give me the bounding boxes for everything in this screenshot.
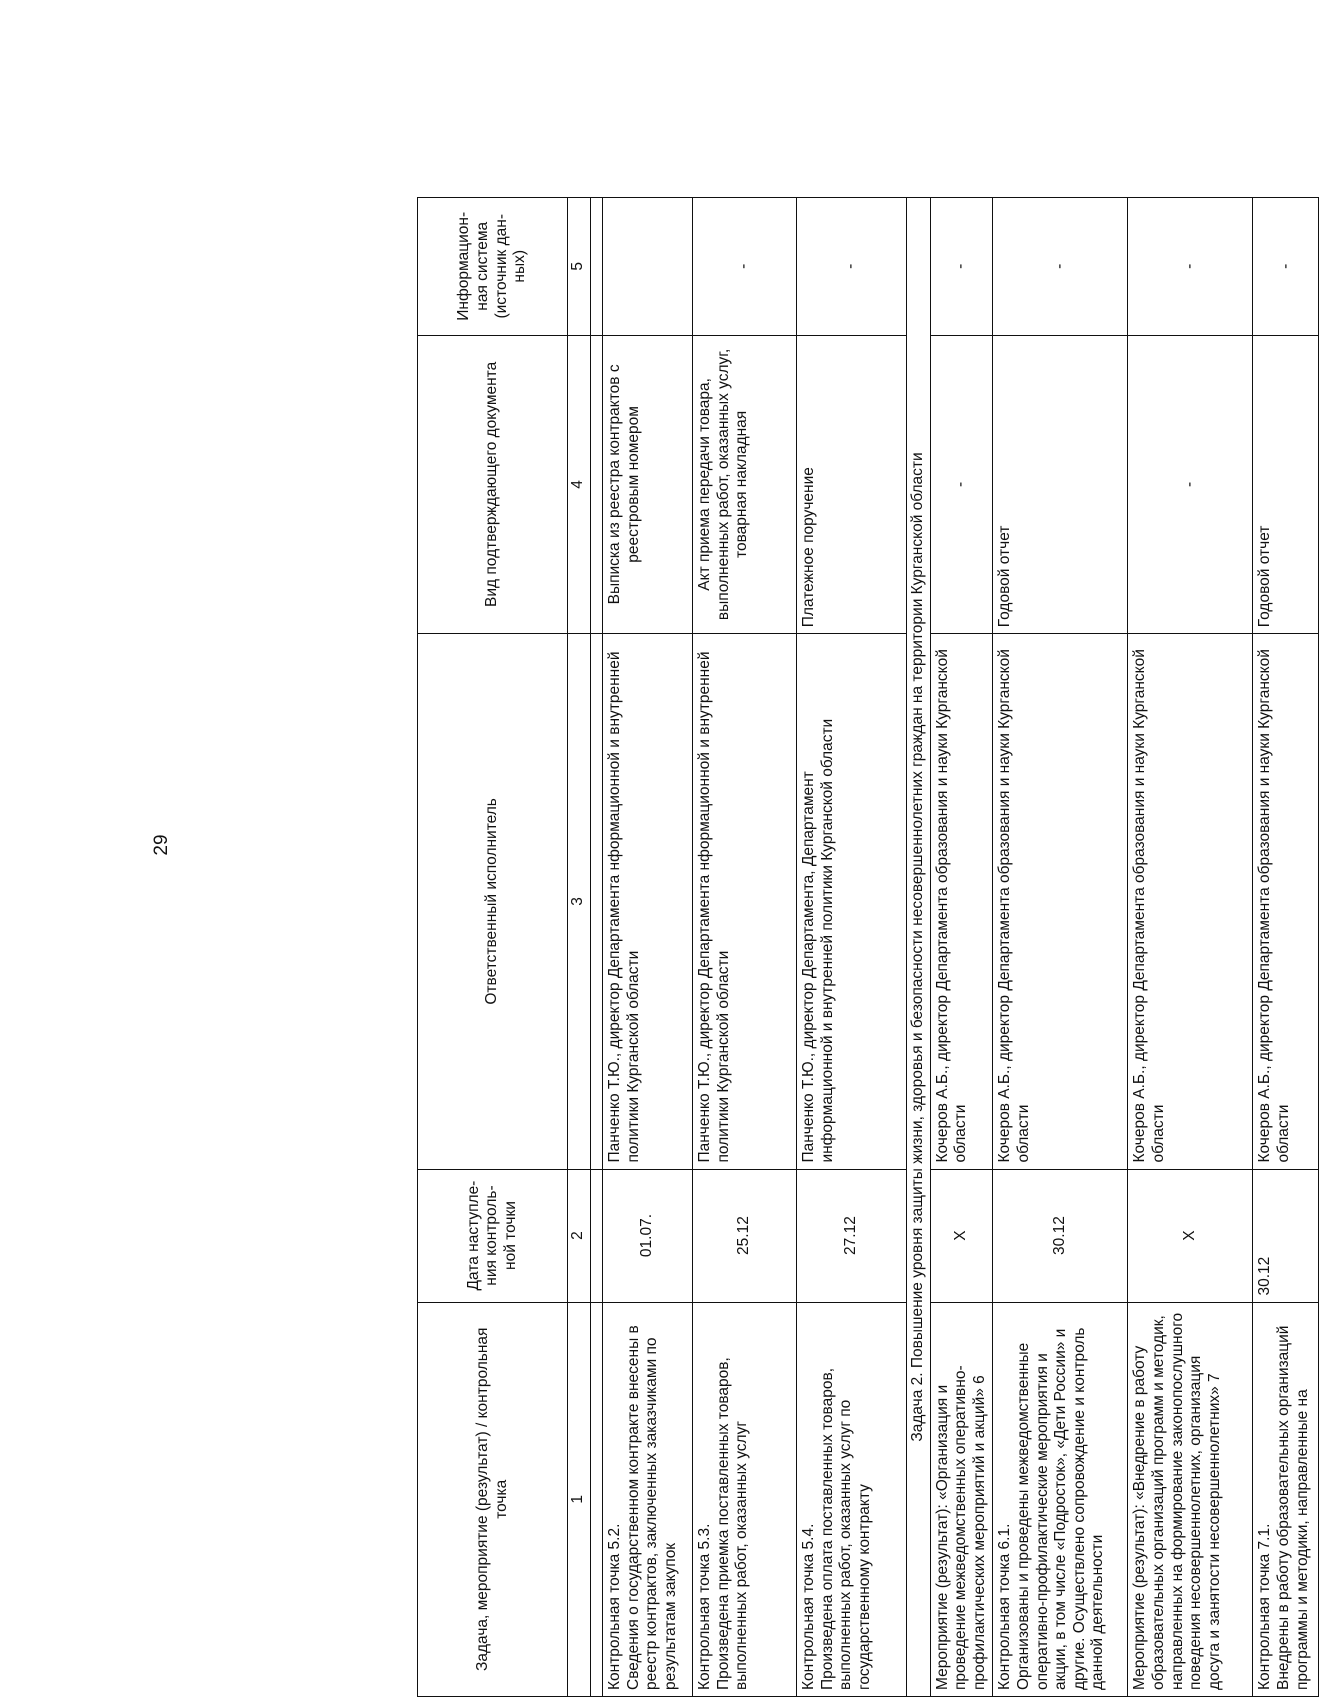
date-cell: Х xyxy=(1128,1169,1253,1302)
page-number: 29 xyxy=(151,834,172,856)
header-cell: Задача, мероприятие (результат) / контрольная точка xyxy=(418,1302,568,1696)
task-label: Контрольная точка 5.3. xyxy=(696,1523,713,1690)
task-detail: Сведения о государственном контракте внесены в реестр контрактов, заключенных заказчиками по результатам закупок xyxy=(624,1325,679,1690)
task-cell xyxy=(930,1302,993,1696)
system-cell: - xyxy=(1253,198,1319,336)
table-row xyxy=(930,198,993,1697)
system-cell: - xyxy=(797,198,907,336)
column-number: 2 xyxy=(568,1169,591,1302)
empty-cell xyxy=(591,198,603,336)
system-cell: - xyxy=(930,198,993,336)
date-cell: 01.07. xyxy=(603,1169,693,1302)
column-number: 5 xyxy=(568,198,591,336)
column-number-row xyxy=(568,198,591,1697)
document-cell: Годовой отчет xyxy=(993,335,1128,634)
header-cell: Ответственный исполнитель xyxy=(418,634,568,1169)
executor-cell: Панченко Т.Ю., директор Департамента нформационной и внутренней политики Курганской области xyxy=(603,634,693,1169)
column-number: 1 xyxy=(568,1302,591,1696)
task-label: Контрольная точка 5.2. xyxy=(606,1523,623,1690)
executor-cell: Кочеров А.Б., директор Департамента образования и науки Курганской области xyxy=(993,634,1128,1169)
table-row xyxy=(797,198,907,1697)
task-detail: Организованы и проведены межведомственные оперативно-профилактические мероприятия и акции, в том числе «Подросток», «Дети России» и другие. Осуществлено сопровождение и контроль данной деятельности xyxy=(1014,1327,1107,1690)
task-label: Мероприятие (результат): «Организация и проведение межведомственных оперативно-профилактических мероприятий и акций» 6 xyxy=(933,1365,988,1690)
table-row xyxy=(1128,198,1253,1697)
system-cell xyxy=(603,198,693,336)
empty-cell xyxy=(591,1169,603,1302)
task-cell xyxy=(693,1302,797,1696)
document-cell: Выписка из реестра контрактов с реестровым номером xyxy=(603,335,693,634)
date-cell: 30.12 xyxy=(1253,1169,1319,1302)
document-cell: Акт приема передачи товара, выполненных работ, оказанных услуг, товарная накладная xyxy=(693,335,797,634)
task-label: Контрольная точка 7.1. xyxy=(1256,1523,1274,1690)
system-cell: - xyxy=(1128,198,1253,336)
task-2-row xyxy=(907,198,931,1697)
header-row xyxy=(418,198,568,1697)
task-cell xyxy=(1253,1302,1319,1696)
column-number: 4 xyxy=(568,335,591,634)
header-cell: Дата наступле-ния контроль-ной точки xyxy=(418,1169,568,1302)
task-cell xyxy=(1128,1302,1253,1696)
system-cell: - xyxy=(693,198,797,336)
task-detail: Произведена оплата поставленных товаров, выполненных работ, оказанных услуг по государственному контракту xyxy=(818,1367,873,1690)
task-label: Контрольная точка 6.1. xyxy=(996,1523,1014,1690)
task-cell xyxy=(797,1302,907,1696)
task-cell xyxy=(603,1302,693,1696)
document-cell: - xyxy=(930,335,993,634)
column-number: 3 xyxy=(568,634,591,1169)
date-cell: 30.12 xyxy=(993,1169,1128,1302)
document-cell: Платежное поручение xyxy=(797,335,907,634)
table-row xyxy=(993,198,1128,1697)
spacer-row xyxy=(591,198,603,1697)
table-row xyxy=(693,198,797,1697)
date-cell: 27.12 xyxy=(797,1169,907,1302)
task-detail: Внедрены в работу образовательных организаций программы и методики, направленные на xyxy=(1274,1325,1311,1690)
header-cell: Вид подтверждающего документа xyxy=(418,335,568,634)
executor-cell: Кочеров А.Б., директор Департамента образования и науки Курганской области xyxy=(1128,634,1253,1169)
empty-cell xyxy=(591,1302,603,1696)
task-2-title: Задача 2. Повышение уровня защиты жизни, здоровья и безопасности несовершеннолетних граждан на территории Курганской области xyxy=(907,198,931,1697)
date-cell: 25.12 xyxy=(693,1169,797,1302)
task-detail: Произведена приемка поставленных товаров, выполненных работ, оказанных услуг xyxy=(714,1357,751,1690)
executor-cell: Кочеров А.Б., директор Департамента образования и науки Курганской области xyxy=(930,634,993,1169)
document-cell: Годовой отчет xyxy=(1253,335,1319,634)
header-cell: Информацион-ная система (источник дан-ных) xyxy=(418,198,568,336)
system-cell: - xyxy=(993,198,1128,336)
control-points-table xyxy=(417,197,1319,1697)
task-label: Мероприятие (результат): «Внедрение в работу образовательных организаций программ и методик, направленных на формирование законопослушного поведения несовершеннолетних, организация досуга и занятости несовершеннолетних» 7 xyxy=(1131,1312,1223,1690)
empty-cell xyxy=(591,634,603,1169)
document-cell: - xyxy=(1128,335,1253,634)
table-container xyxy=(417,197,1317,1697)
empty-cell xyxy=(591,335,603,634)
executor-cell: Кочеров А.Б., директор Департамента образования и науки Курганской области xyxy=(1253,634,1319,1169)
executor-cell: Панченко Т.Ю., директор Департамента нформационной и внутренней политики Курганской области xyxy=(693,634,797,1169)
table-row xyxy=(603,198,693,1697)
date-cell: Х xyxy=(930,1169,993,1302)
task-label: Контрольная точка 5.4. xyxy=(800,1523,817,1690)
executor-cell: Панченко Т.Ю., директор Департамента, Департамент информационной и внутренней политики Курганской области xyxy=(797,634,907,1169)
task-cell xyxy=(993,1302,1128,1696)
table-row xyxy=(1253,198,1319,1697)
table-rotator xyxy=(417,197,1317,1697)
